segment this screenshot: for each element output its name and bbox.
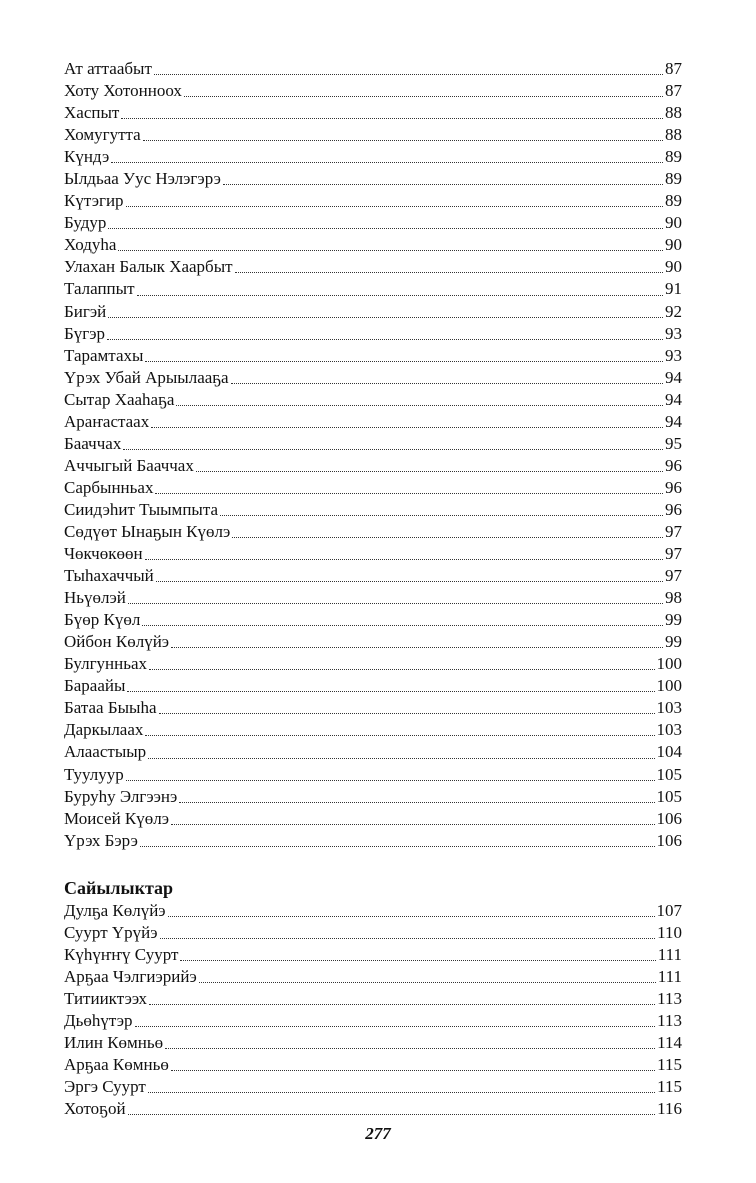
table-of-contents xyxy=(64,58,682,1120)
toc-entry-page: 96 xyxy=(665,499,682,519)
dot-leader xyxy=(156,581,663,582)
toc-entry-page: 93 xyxy=(665,323,682,343)
dot-leader xyxy=(111,162,663,163)
toc-entry-page: 96 xyxy=(665,455,682,475)
toc-entry xyxy=(64,764,682,786)
toc-entry xyxy=(64,389,682,411)
toc-entry-page: 105 xyxy=(656,764,682,784)
dot-leader xyxy=(171,1070,655,1071)
toc-entry xyxy=(64,345,682,367)
toc-entry xyxy=(64,565,682,587)
toc-entry xyxy=(64,301,682,323)
section-heading: Сайылыктар xyxy=(64,877,174,898)
dot-leader xyxy=(137,295,663,296)
toc-entry-page: 91 xyxy=(665,279,682,299)
toc-entry-page: 94 xyxy=(665,411,682,431)
toc-entry xyxy=(64,543,682,565)
dot-leader xyxy=(123,449,663,450)
toc-entry-page: 94 xyxy=(665,389,682,409)
toc-entry-page: 110 xyxy=(657,922,682,942)
toc-section-2 xyxy=(64,900,682,1120)
toc-entry xyxy=(64,477,682,499)
toc-entry-title: Дулҕа Көлүйэ xyxy=(64,900,166,920)
toc-entry xyxy=(64,786,682,808)
toc-entry-page: 106 xyxy=(656,808,682,828)
toc-entry-title: Чөкчөкөөн xyxy=(64,544,143,564)
toc-entry xyxy=(64,168,682,190)
toc-entry-page: 97 xyxy=(665,566,682,586)
dot-leader xyxy=(196,471,663,472)
dot-leader xyxy=(108,228,663,229)
toc-entry-page: 100 xyxy=(656,676,682,696)
toc-entry-title: Алаастыыр xyxy=(64,742,147,762)
toc-entry xyxy=(64,922,682,944)
dot-leader xyxy=(140,846,655,847)
toc-entry-page: 113 xyxy=(657,1010,682,1030)
toc-entry-title: Үрэх Бэрэ xyxy=(64,830,138,850)
toc-entry-page: 107 xyxy=(656,900,682,920)
toc-entry-title: Эргэ Суурт xyxy=(64,1077,146,1097)
toc-entry-title: Бүөр Күөл xyxy=(64,610,141,630)
dot-leader xyxy=(142,625,663,626)
dot-leader xyxy=(165,1048,655,1049)
toc-entry xyxy=(64,455,682,477)
toc-entry xyxy=(64,1076,682,1098)
toc-entry-page: 96 xyxy=(665,477,682,497)
toc-entry-title: Ойбон Көлүйэ xyxy=(64,632,170,652)
toc-entry-title: Батаа Быыһа xyxy=(64,698,157,718)
toc-entry xyxy=(64,944,682,966)
page-number: 277 xyxy=(365,1124,391,1143)
toc-entry-title: Күһүҥҥү Суурт xyxy=(64,944,179,964)
toc-entry-title: Туулуур xyxy=(64,764,124,784)
toc-entry-title: Суурт Үрүйэ xyxy=(64,922,158,942)
toc-entry-page: 100 xyxy=(656,654,682,674)
toc-entry-title: Ат аттаабыт xyxy=(64,59,152,78)
toc-entry-page: 90 xyxy=(665,213,682,233)
toc-entry-title: Буруһу Элгээнэ xyxy=(64,786,178,806)
toc-entry-title: Бүгэр xyxy=(64,323,106,343)
toc-entry-title: Бараайы xyxy=(64,676,126,696)
toc-entry-page: 115 xyxy=(657,1077,682,1097)
dot-leader xyxy=(121,118,663,119)
dot-leader xyxy=(235,272,663,273)
toc-entry-page: 97 xyxy=(665,521,682,541)
toc-entry xyxy=(64,675,682,697)
dot-leader xyxy=(176,405,663,406)
toc-entry-title: Талаппыт xyxy=(64,279,135,299)
toc-entry xyxy=(64,234,682,256)
dot-leader xyxy=(126,206,663,207)
toc-entry xyxy=(64,1032,682,1054)
dot-leader xyxy=(143,140,663,141)
dot-leader xyxy=(223,184,663,185)
toc-entry-page: 113 xyxy=(657,988,682,1008)
toc-entry xyxy=(64,988,682,1010)
dot-leader xyxy=(231,383,663,384)
toc-entry-title: Улахан Балык Хаарбыт xyxy=(64,257,233,277)
toc-entry xyxy=(64,1098,682,1120)
toc-entry xyxy=(64,411,682,433)
dot-leader xyxy=(107,339,663,340)
toc-entry-page: 87 xyxy=(665,59,682,78)
toc-entry-title: Үрэх Убай Арыылааҕа xyxy=(64,367,229,387)
dot-leader xyxy=(160,938,656,939)
toc-entry-page: 89 xyxy=(665,147,682,167)
toc-entry-title: Даркылаах xyxy=(64,720,144,740)
toc-entry-page: 105 xyxy=(656,786,682,806)
toc-entry-page: 103 xyxy=(656,698,682,718)
toc-entry xyxy=(64,499,682,521)
toc-entry-title: Аччыгый Бааччах xyxy=(64,455,194,475)
toc-entry-page: 93 xyxy=(665,345,682,365)
dot-leader xyxy=(149,669,654,670)
dot-leader xyxy=(149,1004,655,1005)
dot-leader xyxy=(127,691,654,692)
toc-entry-title: Арҕаа Көмньө xyxy=(64,1055,169,1075)
dot-leader xyxy=(171,824,654,825)
dot-leader xyxy=(145,559,663,560)
toc-entry-page: 94 xyxy=(665,367,682,387)
toc-entry xyxy=(64,1010,682,1032)
dot-leader xyxy=(159,713,655,714)
toc-entry-page: 111 xyxy=(657,944,682,964)
toc-entry xyxy=(64,146,682,168)
toc-section-1 xyxy=(64,58,682,852)
toc-entry-page: 95 xyxy=(665,433,682,453)
toc-entry xyxy=(64,124,682,146)
toc-entry-title: Ылдьаа Уус Нэлэгэрэ xyxy=(64,169,221,189)
toc-entry xyxy=(64,367,682,389)
dot-leader xyxy=(171,647,663,648)
toc-entry-page: 87 xyxy=(665,81,682,101)
toc-entry-page: 99 xyxy=(665,610,682,630)
dot-leader xyxy=(145,735,654,736)
toc-entry-title: Сытар Хааһаҕа xyxy=(64,389,175,409)
dot-leader xyxy=(151,427,663,428)
toc-entry xyxy=(64,719,682,741)
dot-leader xyxy=(128,603,663,604)
toc-entry-page: 99 xyxy=(665,632,682,652)
dot-leader xyxy=(118,250,663,251)
toc-entry xyxy=(64,653,682,675)
toc-entry-page: 98 xyxy=(665,588,682,608)
toc-entry-title: Титииктээх xyxy=(64,988,147,1008)
toc-entry-title: Хомугутта xyxy=(64,125,141,145)
dot-leader xyxy=(148,1092,655,1093)
toc-entry xyxy=(64,521,682,543)
toc-entry xyxy=(64,80,682,102)
toc-entry xyxy=(64,1054,682,1076)
toc-entry-title: Ньүөлэй xyxy=(64,588,126,608)
dot-leader xyxy=(220,515,663,516)
toc-entry-title: Сиидэһит Тыымпыта xyxy=(64,499,219,519)
dot-leader xyxy=(135,1026,656,1027)
section-spacer xyxy=(64,852,682,876)
dot-leader xyxy=(128,1114,656,1115)
dot-leader xyxy=(126,780,655,781)
toc-entry-title: Тарамтахы xyxy=(64,345,144,365)
toc-entry xyxy=(64,433,682,455)
toc-entry-page: 114 xyxy=(657,1032,682,1052)
toc-entry-page: 104 xyxy=(656,742,682,762)
toc-entry-page: 115 xyxy=(657,1055,682,1075)
toc-entry xyxy=(64,966,682,988)
toc-entry-title: Будур xyxy=(64,213,107,233)
toc-entry-page: 90 xyxy=(665,235,682,255)
dot-leader xyxy=(108,317,663,318)
toc-entry xyxy=(64,741,682,763)
toc-entry-page: 89 xyxy=(665,169,682,189)
dot-leader xyxy=(184,96,663,97)
toc-entry xyxy=(64,102,682,124)
toc-entry xyxy=(64,697,682,719)
dot-leader xyxy=(232,537,663,538)
toc-entry xyxy=(64,808,682,830)
toc-entry xyxy=(64,587,682,609)
toc-entry-title: Хотоҕой xyxy=(64,1099,126,1119)
toc-entry-title: Сөдүөт Ынаҕын Күөлэ xyxy=(64,521,231,541)
toc-entry xyxy=(64,58,682,80)
toc-entry-title: Хоту Хотонноох xyxy=(64,81,182,101)
toc-entry xyxy=(64,323,682,345)
dot-leader xyxy=(199,982,656,983)
dot-leader xyxy=(155,493,663,494)
toc-entry-title: Күндэ xyxy=(64,147,110,167)
toc-entry-title: Арҕаа Чэлгиэрийэ xyxy=(64,966,197,986)
toc-entry-title: Дьөһүтэр xyxy=(64,1010,133,1030)
toc-entry xyxy=(64,631,682,653)
toc-entry xyxy=(64,256,682,278)
toc-entry-title: Араҥастаах xyxy=(64,411,150,431)
toc-entry-title: Илин Көмньө xyxy=(64,1032,164,1052)
toc-entry-page: 90 xyxy=(665,257,682,277)
toc-entry-page: 89 xyxy=(665,191,682,211)
dot-leader xyxy=(180,960,655,961)
toc-entry-title: Моисей Күөлэ xyxy=(64,808,170,828)
toc-entry-title: Бааччах xyxy=(64,433,122,453)
dot-leader xyxy=(179,802,654,803)
toc-entry xyxy=(64,830,682,852)
toc-entry-title: Күтэгир xyxy=(64,191,124,211)
toc-entry xyxy=(64,190,682,212)
toc-entry xyxy=(64,278,682,300)
toc-entry-page: 88 xyxy=(665,125,682,145)
toc-entry-title: Бигэй xyxy=(64,301,107,321)
dot-leader xyxy=(154,74,663,75)
dot-leader xyxy=(168,916,655,917)
toc-entry-title: Хаспыт xyxy=(64,103,120,123)
dot-leader xyxy=(148,758,654,759)
toc-entry-title: Булгунньах xyxy=(64,654,148,674)
toc-entry-page: 111 xyxy=(657,966,682,986)
toc-entry-title: Ходуһа xyxy=(64,235,117,255)
toc-entry-page: 103 xyxy=(656,720,682,740)
toc-entry xyxy=(64,900,682,922)
toc-entry-page: 88 xyxy=(665,103,682,123)
toc-entry-page: 92 xyxy=(665,301,682,321)
toc-entry-title: Сарбынньах xyxy=(64,477,154,497)
toc-entry xyxy=(64,609,682,631)
toc-entry-title: Тыһахаччый xyxy=(64,566,154,586)
toc-entry-page: 97 xyxy=(665,544,682,564)
dot-leader xyxy=(145,361,663,362)
toc-entry xyxy=(64,212,682,234)
toc-entry-page: 116 xyxy=(657,1099,682,1119)
toc-entry-page: 106 xyxy=(656,830,682,850)
